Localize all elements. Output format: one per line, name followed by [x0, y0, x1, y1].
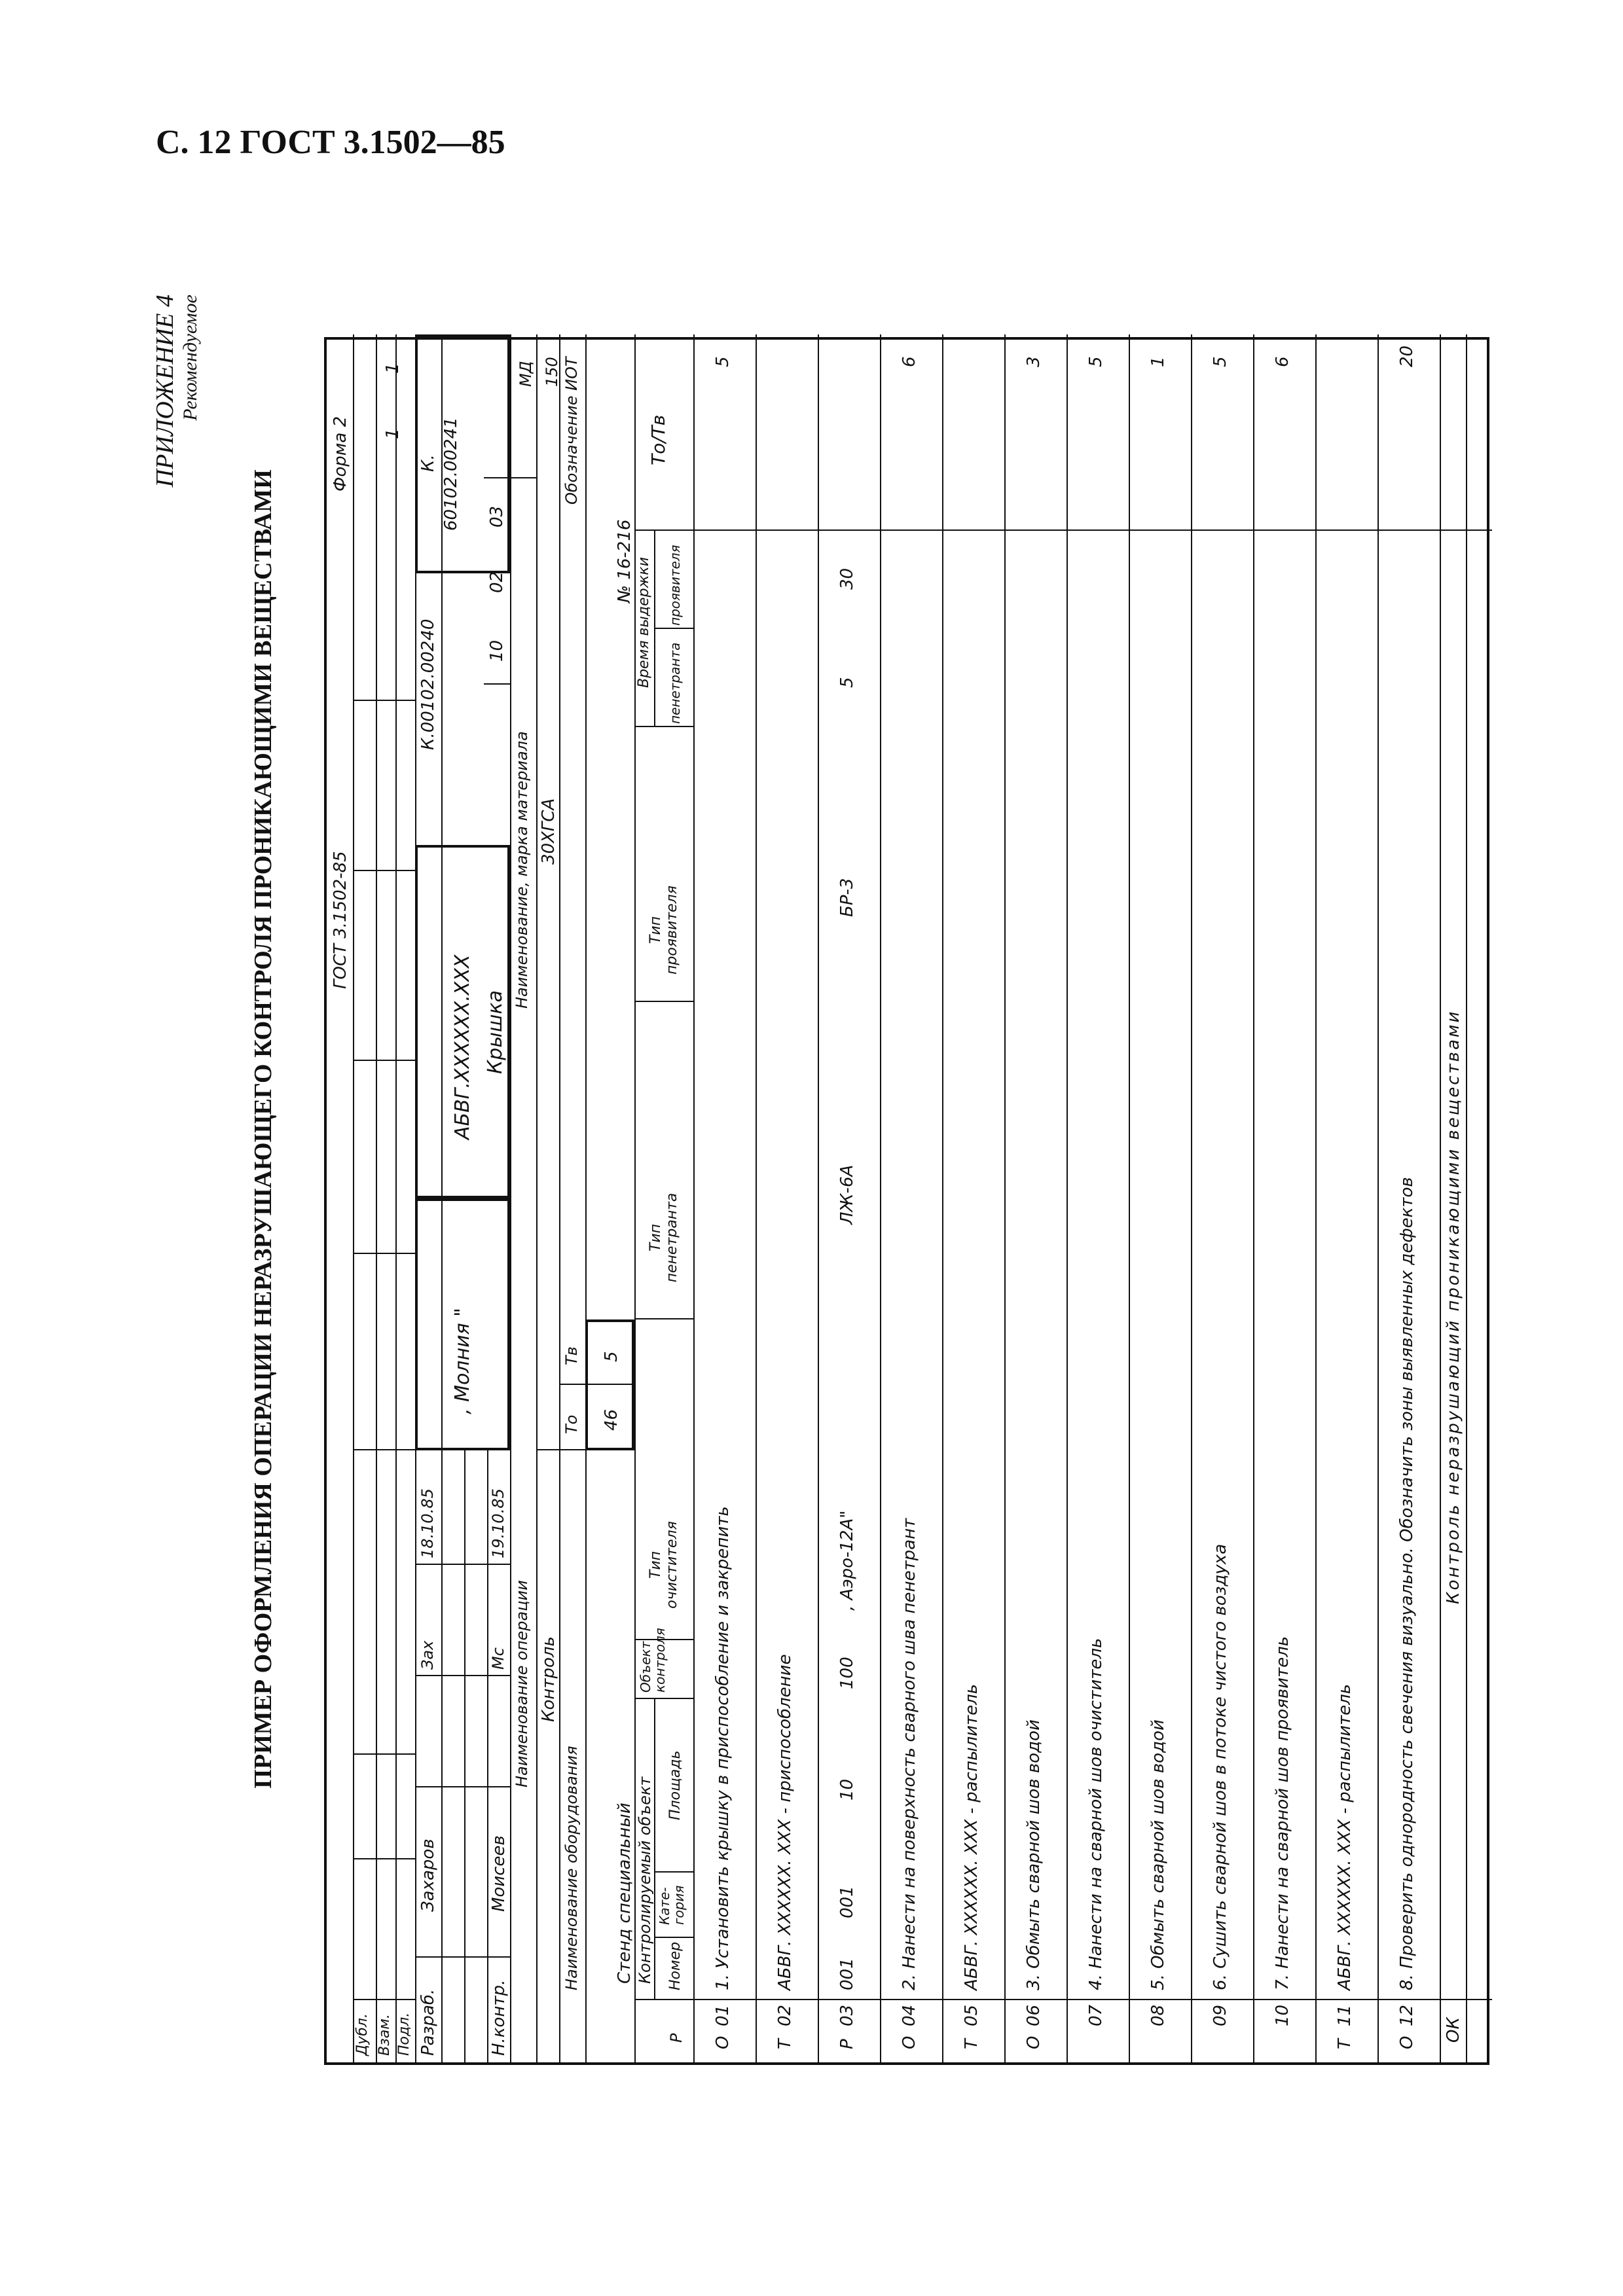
row-time-pen: 5	[837, 677, 857, 688]
code-1: 10	[487, 639, 507, 662]
row-number: 02	[775, 2004, 795, 2026]
col-divider	[634, 1001, 693, 1002]
row-cleaner: , Аэро-12А"	[837, 1510, 857, 1611]
col-time-pen: пенетранта	[667, 642, 683, 724]
stamp-divider	[353, 1060, 415, 1061]
to-label: То	[562, 1414, 581, 1434]
developed-label: Разраб.	[418, 1988, 438, 2056]
cell-divider	[484, 683, 510, 685]
row-text: 5. Обмыть сварной шов водой	[1148, 1719, 1168, 1990]
row-tote: 6	[1273, 356, 1292, 367]
row-line	[693, 334, 695, 2062]
col-cleaner: Тип очистителя	[647, 1521, 680, 1609]
org-name: , Молния "	[451, 1308, 474, 1414]
code-2: 02	[487, 571, 507, 593]
stamp-divider	[353, 870, 415, 871]
equipment-number: № 16-216	[615, 519, 634, 603]
row-number: 12	[1397, 2004, 1417, 2026]
col-tote: То/Тв	[647, 414, 669, 465]
col-divider	[634, 1639, 693, 1640]
row-number: 10	[1273, 2004, 1292, 2026]
stamp-divider	[353, 1753, 415, 1755]
material: 30ХГСА	[539, 798, 558, 865]
table-row-line	[1067, 334, 1068, 2062]
time-label: Время выдержки	[636, 557, 652, 688]
table-row-line	[880, 334, 881, 2062]
row-tote: 5	[1211, 356, 1230, 367]
row-number: 07	[1086, 2004, 1106, 2026]
row-tote: 5	[713, 356, 733, 367]
iot-label: Обозначение ИОТ	[562, 357, 581, 505]
to-value: 46	[602, 1408, 621, 1431]
row-line	[510, 334, 511, 2062]
row-category: 001	[837, 1886, 857, 1918]
stamp-divider	[353, 1449, 415, 1450]
row-penetrant: ЛЖ-6А	[837, 1164, 857, 1225]
norm-control-signature: Мс	[489, 1647, 507, 1670]
row-number: 05	[962, 2004, 981, 2026]
footer-text: Контроль неразрушающий проникающими веществами	[1444, 1009, 1463, 1604]
row-area: 10	[837, 1778, 857, 1801]
norm-control-name: Моисеев	[489, 1835, 509, 1912]
row-letter: Т	[775, 2039, 795, 2049]
row-line	[1466, 334, 1467, 2062]
row-number: 08	[1148, 2004, 1168, 2026]
row-tote: 3	[1024, 356, 1044, 367]
col-divider	[654, 1937, 693, 1938]
object-label: Контролируемый объект	[636, 1776, 654, 1984]
row-text: 8. Проверить однородность свечения визуально. Обозначить зоны выявленных дефектов	[1397, 1177, 1417, 1990]
col-divider	[634, 1698, 693, 1699]
page-header: С. 12 ГОСТ 3.1502—85	[156, 124, 505, 161]
row-letter: Р	[837, 2039, 857, 2049]
row-number: 11	[1335, 2004, 1355, 2026]
col-category: Кате-гория	[657, 1885, 687, 1925]
col-developer: Тип проявителя	[647, 886, 680, 975]
row-text: 1. Установить крышку в приспособление и закрепить	[713, 1506, 733, 1990]
table-row-line	[1253, 334, 1254, 2062]
row-object-number: 001	[837, 1958, 857, 1990]
stamp-dubl: Дубл.	[354, 2013, 371, 2056]
row-text: 4. Нанести на сварной шов очиститель	[1086, 1638, 1106, 1990]
table-row-line	[818, 334, 819, 2062]
row-letter: О	[1397, 2036, 1417, 2049]
doc-code2: 60102.00241	[441, 417, 461, 531]
row-letter: О	[713, 2036, 733, 2049]
cell-divider	[415, 1675, 510, 1676]
col-divider	[634, 726, 693, 727]
norm-control-label: Н.контр.	[489, 1979, 509, 2056]
form-frame	[324, 337, 1489, 2065]
col-divider	[634, 529, 1492, 531]
row-text: 3. Обмыть сварной шов водой	[1024, 1719, 1044, 1990]
row-number: 09	[1211, 2004, 1230, 2026]
row-letter: Т	[962, 2039, 981, 2049]
stamp-divider	[353, 1253, 415, 1254]
cell-divider	[415, 1956, 510, 1958]
appendix-title: ПРИЛОЖЕНИЕ 4	[151, 295, 179, 488]
row-letter: О	[1024, 2036, 1044, 2049]
row-text: АБВГ. XXXXXX. XXX - приспособление	[775, 1654, 795, 1990]
cell-divider	[484, 477, 536, 478]
md-label: МД	[517, 361, 535, 387]
row-tote: 1	[1148, 356, 1168, 367]
cell-divider	[559, 1384, 634, 1385]
stamp-vzam: Взам.	[376, 2014, 393, 2056]
row-tote: 20	[1397, 345, 1417, 367]
col-area: Площадь	[667, 1750, 684, 1820]
col-penetrant: Тип пенетранта	[647, 1193, 680, 1283]
row-tote: 5	[1086, 356, 1106, 367]
row-number: 03	[837, 2004, 857, 2026]
col-object: Объект контроля	[638, 1628, 668, 1693]
stamp-line-2	[395, 334, 397, 2062]
tv-label: Тв	[562, 1346, 581, 1365]
row-text: АБВГ. XXXXXX. XXX - распылитель	[1335, 1683, 1355, 1990]
part-code: АБВГ.XXXXXX.XXX	[451, 954, 474, 1139]
row-text: АБВГ. XXXXXX. XXX - распылитель	[962, 1683, 981, 1990]
document-title: ПРИМЕР ОФОРМЛЕНИЯ ОПЕРАЦИИ НЕРАЗРУШАЮЩЕГО КОНТРОЛЯ ПРОНИКАЮЩИМИ ВЕЩЕСТВАМИ	[249, 469, 277, 1789]
table-row-line	[1004, 334, 1006, 2062]
row-developer: БР-3	[837, 878, 857, 917]
sheet-number: 1	[383, 363, 403, 374]
row-object-control: 100	[837, 1657, 857, 1689]
col-number: Номер	[667, 1941, 684, 1990]
standard-label: ГОСТ 3.1502-85	[331, 851, 350, 989]
table-row-line	[1129, 334, 1130, 2062]
row-line	[464, 1450, 465, 2062]
time-box	[585, 1319, 634, 1450]
part-name: Крышка	[484, 990, 507, 1074]
md-value: 150	[543, 357, 561, 387]
table-row-line	[942, 334, 943, 2062]
appendix-note: Рекомендуемое	[179, 295, 201, 421]
equipment: Стенд специальный	[615, 1803, 634, 1984]
col-divider	[654, 1871, 693, 1873]
stamp-divider	[353, 700, 415, 701]
table-row-line	[1377, 334, 1379, 2062]
col-divider	[654, 628, 693, 629]
developed-date: 18.10.85	[418, 1488, 437, 1558]
developed-signature: Зах	[418, 1640, 437, 1670]
row-text: 6. Сушить сварной шов в потоке чистого воздуха	[1211, 1543, 1230, 1990]
doc-code2-prefix: К.	[418, 454, 438, 472]
tv-value: 5	[602, 1351, 621, 1362]
appendix-block	[151, 295, 202, 661]
row-line	[536, 334, 538, 2062]
col-divider	[634, 1318, 693, 1319]
doc-code: К.00102.00240	[418, 619, 438, 750]
route-card-form	[324, 337, 1489, 2065]
table-row-line	[1315, 334, 1317, 2062]
norm-control-date: 19.10.85	[489, 1488, 507, 1558]
row-text: 2. Нанести на поверхность сварного шва пенетрант	[900, 1518, 919, 1990]
operation-name: Контроль	[539, 1636, 558, 1722]
row-line	[1440, 334, 1441, 2062]
row-letter: О	[900, 2036, 919, 2049]
code-3: 03	[487, 505, 507, 528]
row-line	[654, 1699, 655, 2000]
stamp-divider	[353, 1858, 415, 1859]
equipment-label: Наименование оборудования	[562, 1746, 581, 1990]
row-tote: 6	[900, 356, 919, 367]
footer-code: ОК	[1444, 2017, 1463, 2043]
table-row-line	[1191, 334, 1192, 2062]
row-number: 04	[900, 2004, 919, 2026]
developed-name: Захаров	[418, 1839, 438, 1912]
sheets-total: 1	[383, 428, 403, 439]
row-letter: Т	[1335, 2039, 1355, 2049]
material-label: Наименование, марка материала	[513, 731, 531, 1009]
col-divider	[634, 1999, 1492, 2000]
cell-divider	[415, 1564, 510, 1565]
col-time-dev: проявителя	[667, 545, 683, 626]
table-row-line	[756, 334, 757, 2062]
row-time-dev: 30	[837, 567, 857, 590]
row-number: 06	[1024, 2004, 1044, 2026]
row-line	[585, 334, 587, 2062]
stamp-line-1	[376, 334, 377, 2062]
col-letter: Р	[667, 2033, 685, 2043]
cell-divider	[415, 1786, 510, 1787]
row-line	[487, 1450, 488, 2062]
operation-name-label: Наименование операции	[513, 1580, 531, 1787]
row-line	[559, 334, 560, 2062]
form-number: Форма 2	[331, 416, 350, 492]
row-line	[654, 531, 655, 727]
stamp-divider	[353, 1999, 415, 2000]
stamp-podl: Подл.	[396, 2012, 412, 2056]
row-number: 01	[713, 2004, 733, 2026]
header-line	[353, 334, 354, 2062]
row-text: 7. Нанести на сварной шов проявитель	[1273, 1636, 1292, 1990]
